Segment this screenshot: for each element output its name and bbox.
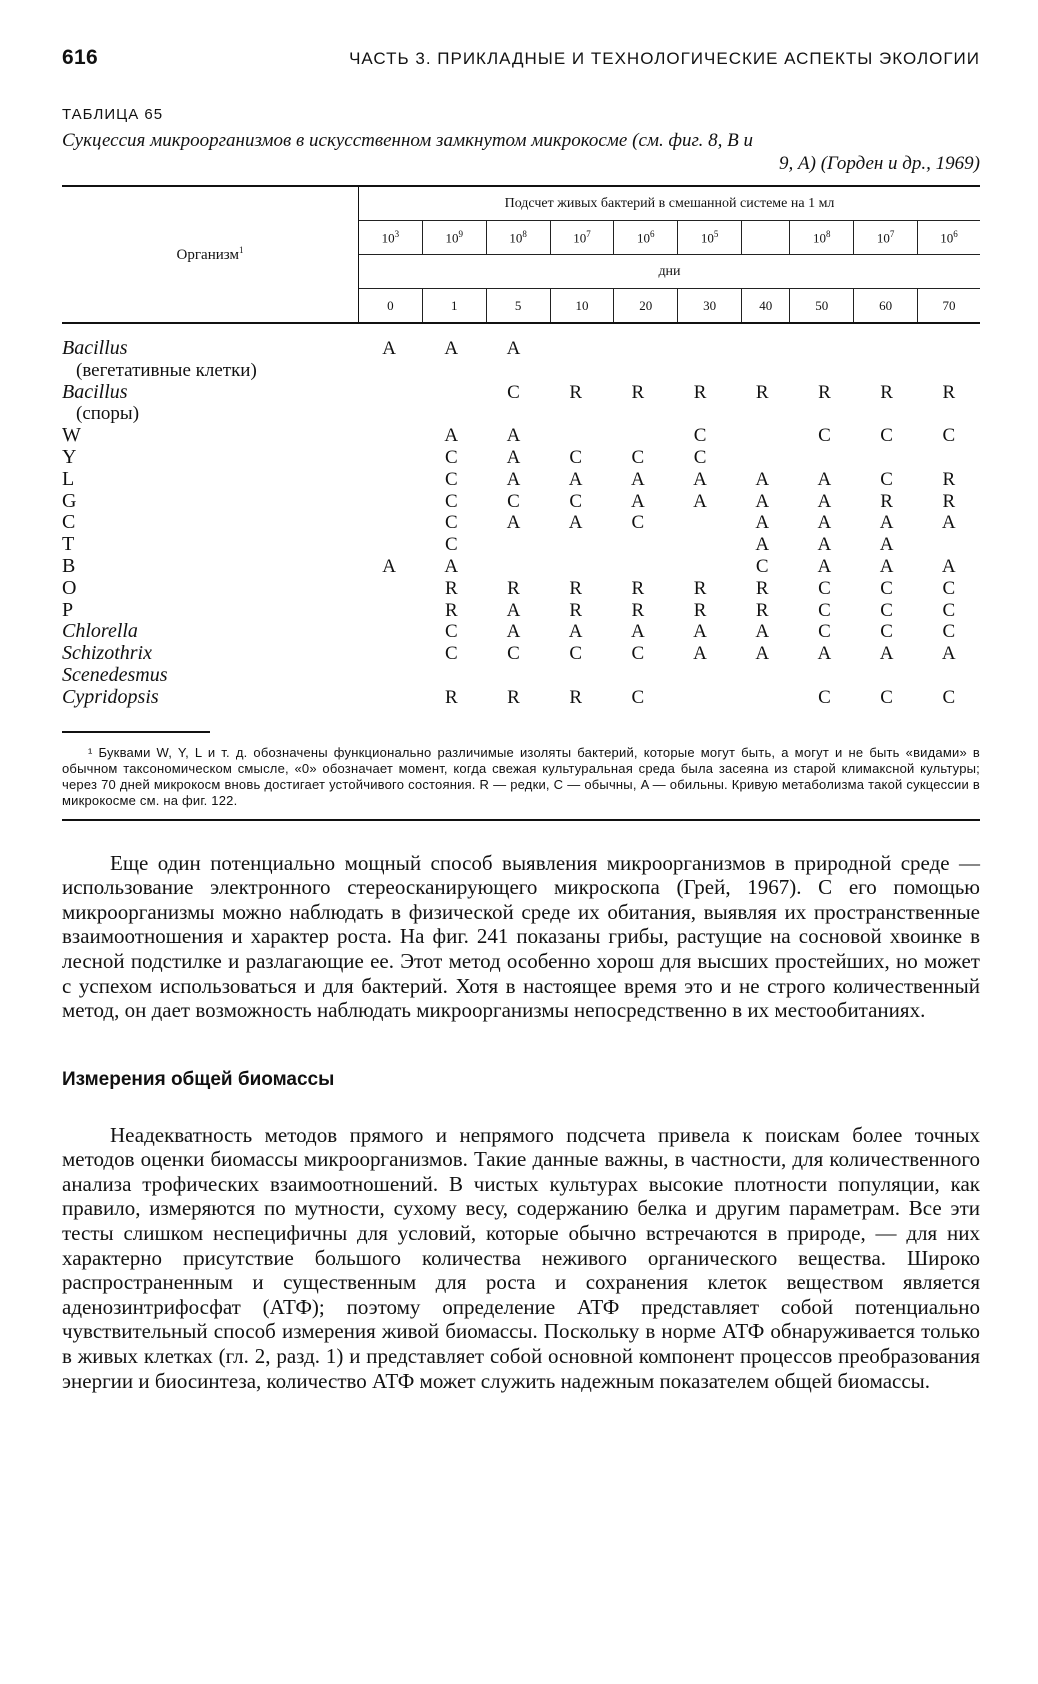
abundance-cell (918, 338, 980, 360)
abundance-cell (482, 556, 544, 578)
abundance-cell (735, 403, 796, 425)
abundance-cell (368, 360, 429, 382)
count-base: 10 (381, 230, 395, 246)
abundance-cell (358, 687, 420, 709)
count-exponent: 6 (953, 228, 958, 239)
abundance-cell: A (755, 534, 770, 556)
abundance-cell: R (755, 599, 769, 621)
abundance-cell (919, 403, 980, 425)
count-cell (614, 221, 678, 255)
abundance-cell: C (942, 599, 956, 621)
day-cell: 70 (918, 289, 980, 324)
abundance-cell (856, 447, 918, 469)
day-cell: 10 (550, 289, 614, 324)
running-title: ЧАСТЬ 3. ПРИКЛАДНЫЕ И ТЕХНОЛОГИЧЕСКИЕ АСПЕКТЫ ЭКОЛОГИИ (349, 49, 980, 68)
organism-name: L (62, 467, 75, 490)
table-row (62, 556, 980, 578)
abundance-cell (669, 687, 731, 709)
abundance-cell: A (879, 534, 894, 556)
abundance-cell: A (941, 643, 956, 665)
abundance-cell: A (879, 643, 894, 665)
organism-name: Bacillus (62, 337, 128, 359)
organism-name: Bacillus (62, 380, 128, 403)
abundance-cell: C (880, 425, 893, 447)
count-exponent: 3 (394, 228, 400, 239)
abundance-cell: C (507, 490, 520, 512)
abundance-cell: C (444, 468, 458, 490)
abundance-cell: R (507, 577, 520, 599)
table-row (62, 534, 980, 556)
count-cell (742, 221, 790, 255)
count-base: 10 (813, 230, 827, 246)
abundance-cell (358, 643, 420, 665)
abundance-cell (551, 403, 612, 425)
abundance-cell (669, 534, 731, 556)
abundance-cell (796, 403, 857, 425)
abundance-cell: A (568, 512, 583, 534)
abundance-cell: C (631, 643, 645, 665)
table-header (62, 185, 980, 324)
paragraph: Неадекватность методов прямого и непрямого подсчета привела к поискам более точных методов оценки биомассы микроорганизмов. Такие данные важны, в частности, для количественного анализа трофических взаимоотношений. В чистых культурах высокие плотности популяции, как правило, измеряются по мутности, сухому весу, содержанию белка и другим параметрам. Все эти тесты слишком неспецифичны для условий, которые обычно встречаются в природе, — для них характерно присутствие большого количества неживого органического вещества. Широко распространенным и существенным для роста и сохранения клеток веществом является аденозинтрифосфат (АТФ); поэтому определение АТФ представляет собой потенциально чувствительный способ измерения живой биомассы. Поскольку в норме АТФ обнаруживается только в живых клетках (гл. 2, разд. 1) и представляет собой основной компонент процессов преобразования энергии и биосинтеза, количество АТФ может служить надежным показателем общей биомассы. (62, 1122, 980, 1393)
abundance-cell: C (880, 686, 893, 708)
abundance-cell (358, 665, 420, 687)
abundance-cell: A (693, 490, 707, 512)
abundance-cell (358, 534, 420, 556)
abundance-cell: R (569, 381, 582, 403)
abundance-cell (669, 556, 731, 578)
footnote-marker: 1 (238, 245, 244, 255)
organism-name: Scenedesmus (62, 663, 168, 686)
table-row (62, 512, 980, 534)
abundance-cell (793, 665, 855, 687)
day-cell: 1 (422, 289, 486, 324)
count-base: 10 (876, 230, 890, 246)
abundance-cell: R (818, 381, 831, 403)
abundance-cell: C (631, 446, 645, 468)
abundance-cell: C (818, 577, 831, 599)
organism-name: B (62, 554, 76, 577)
abundance-cell: A (506, 338, 521, 359)
table-label: ТАБЛИЦА 65 (62, 106, 164, 123)
abundance-cell: C (444, 621, 458, 643)
abundance-cell: C (444, 643, 458, 665)
day-cell: 0 (359, 289, 423, 324)
count-base: 10 (700, 230, 714, 246)
organism-header-text: Организм (176, 247, 239, 263)
abundance-cell: C (631, 512, 645, 534)
abundance-cell (856, 338, 918, 360)
count-cell (918, 221, 980, 255)
abundance-cell: C (693, 446, 707, 468)
abundance-cell: C (942, 425, 956, 447)
abundance-cell (358, 512, 420, 534)
abundance-cell (358, 491, 420, 513)
abundance-cell: C (444, 534, 458, 556)
abundance-cell (429, 360, 490, 382)
abundance-cell: A (506, 425, 521, 447)
table-row (62, 382, 980, 404)
abundance-cell: C (818, 686, 831, 708)
abundance-cell: A (755, 643, 770, 665)
organism-name: Cypridopsis (62, 685, 159, 708)
count-cell (790, 221, 854, 255)
day-cell: 40 (742, 289, 790, 324)
abundance-cell: A (941, 512, 956, 534)
abundance-cell: A (693, 643, 707, 665)
abundance-cell: A (817, 555, 832, 577)
organism-name: (споры) (76, 403, 140, 425)
abundance-cell (856, 665, 918, 687)
abundance-cell (918, 665, 980, 687)
abundance-cell (793, 447, 855, 469)
count-header: Подсчет живых бактерий в смешанной системе на 1 мл (359, 186, 981, 221)
abundance-cell: A (630, 468, 645, 490)
abundance-cell (545, 338, 607, 360)
abundance-cell: C (569, 446, 582, 468)
abundance-cell (919, 360, 980, 382)
section-heading: Измерения общей биомассы (62, 1068, 335, 1090)
abundance-cell (607, 338, 669, 360)
table-row (62, 425, 980, 447)
count-cell (550, 221, 614, 255)
abundance-cell: C (818, 599, 831, 621)
abundance-cell (796, 360, 857, 382)
table-row (62, 665, 980, 687)
abundance-cell: A (817, 512, 832, 534)
organism-name: G (62, 489, 77, 512)
abundance-cell: C (942, 686, 956, 708)
abundance-cell (358, 425, 420, 447)
abundance-cell: C (444, 512, 458, 534)
abundance-cell (358, 447, 420, 469)
abundance-cell (490, 360, 551, 382)
abundance-cell (918, 534, 980, 556)
footnote-text: ¹ Буквами W, Y, L и т. д. обозначены функционально различимые изоляты бактерий, которые могут быть, а могут и не быть «видами» в обычном таксономическом смысле, «0» обозначает момент, когда свежая культуральная среда была засеяна из старой климаксной культуры; через 70 дней микрокосм вновь достигает устойчивого состояния. R — редки, C — обычны, A — обильны. Кривую метаболизма такой сукцессии в микрокосме см. на фиг. 122. (62, 744, 980, 808)
count-base: 10 (637, 230, 651, 246)
abundance-cell (674, 403, 735, 425)
abundance-cell: A (630, 621, 645, 643)
abundance-cell: A (444, 338, 459, 359)
count-exponent: 8 (522, 228, 527, 239)
abundance-cell (545, 665, 607, 687)
day-cell: 20 (614, 289, 678, 324)
abundance-cell: R (942, 468, 956, 490)
page-number: 616 (62, 46, 98, 69)
abundance-cell: R (693, 599, 707, 621)
abundance-cell: A (755, 468, 770, 490)
abundance-cell (358, 469, 420, 491)
table-body (62, 338, 980, 709)
abundance-cell: A (817, 643, 832, 665)
abundance-cell: R (631, 381, 645, 403)
abundance-cell: A (444, 555, 459, 577)
table-row (62, 687, 980, 709)
count-base: 10 (509, 230, 523, 246)
abundance-cell: C (631, 686, 645, 708)
abundance-cell: A (382, 555, 396, 577)
abundance-cell: C (569, 643, 582, 665)
abundance-cell (858, 403, 919, 425)
abundance-cell: A (506, 468, 521, 490)
abundance-cell (674, 360, 735, 382)
abundance-cell (669, 338, 731, 360)
abundance-cell: A (506, 512, 521, 534)
abundance-cell: C (693, 425, 707, 447)
abundance-cell (669, 512, 731, 534)
abundance-cell: A (506, 446, 521, 468)
abundance-cell (731, 447, 793, 469)
count-cell (422, 221, 486, 255)
abundance-cell (607, 534, 669, 556)
abundance-cell: C (942, 577, 956, 599)
abundance-cell: A (755, 621, 770, 643)
day-cell: 60 (854, 289, 918, 324)
abundance-cell: C (880, 621, 893, 643)
abundance-cell (731, 425, 793, 447)
abundance-cell: R (569, 577, 582, 599)
organism-name: O (62, 576, 77, 599)
abundance-cell (358, 600, 420, 622)
abundance-cell (607, 556, 669, 578)
abundance-cell (420, 665, 482, 687)
abundance-cell (731, 687, 793, 709)
table-caption (62, 129, 980, 175)
abundance-cell: R (693, 577, 707, 599)
abundance-cell (607, 665, 669, 687)
abundance-cell (545, 425, 607, 447)
abundance-cell: R (507, 686, 520, 708)
abundance-cell: A (755, 512, 770, 534)
abundance-cell: C (444, 490, 458, 512)
abundance-cell: C (880, 468, 893, 490)
abundance-cell: A (879, 512, 894, 534)
table-row (62, 338, 980, 360)
abundance-cell (490, 403, 551, 425)
count-exponent: 8 (826, 228, 831, 239)
abundance-cell: R (942, 490, 956, 512)
abundance-cell: R (444, 686, 458, 708)
book-page (62, 46, 980, 1393)
table-end-rule (62, 819, 980, 821)
table-row (62, 643, 980, 665)
abundance-cell: R (569, 599, 582, 621)
count-exponent: 7 (889, 228, 895, 239)
abundance-cell: R (880, 381, 893, 403)
table-row (62, 491, 980, 513)
day-cell: 30 (678, 289, 742, 324)
abundance-cell (607, 425, 669, 447)
abundance-cell: A (755, 490, 770, 512)
count-cell (359, 221, 423, 255)
abundance-cell: C (942, 621, 956, 643)
count-base: 10 (445, 230, 459, 246)
count-cell (678, 221, 742, 255)
days-header: дни (359, 255, 981, 289)
abundance-cell (358, 382, 420, 404)
abundance-cell (551, 360, 612, 382)
abundance-cell (793, 338, 855, 360)
organism-name: (вегетативные клетки) (76, 359, 257, 381)
abundance-cell (731, 665, 793, 687)
table-row (62, 621, 980, 643)
abundance-cell (358, 621, 420, 643)
abundance-cell (918, 447, 980, 469)
abundance-cell: R (569, 686, 582, 708)
table-row (62, 469, 980, 491)
organism-name: Schizothrix (62, 642, 152, 665)
abundance-cell: R (880, 490, 893, 512)
organism-name: Chlorella (62, 620, 138, 643)
count-base: 10 (940, 230, 954, 246)
abundance-cell (613, 360, 674, 382)
abundance-cell (545, 556, 607, 578)
abundance-cell: A (817, 468, 832, 490)
abundance-cell: R (444, 599, 458, 621)
abundance-cell: C (818, 621, 831, 643)
day-cell: 5 (486, 289, 550, 324)
organism-name: T (62, 533, 75, 556)
abundance-cell (731, 338, 793, 360)
abundance-cell: R (631, 577, 645, 599)
table-row (62, 447, 980, 469)
abundance-cell: R (631, 599, 645, 621)
table-caption-line2: 9, А) (Горден и др., 1969) (779, 153, 980, 174)
organism-name: C (62, 511, 76, 534)
running-head (62, 46, 980, 70)
abundance-cell: C (880, 599, 893, 621)
abundance-cell: R (755, 381, 769, 403)
table-caption-line1: Сукцессия микроорганизмов в искусственном замкнутом микрокосме (см. фиг. 8, В и (62, 130, 754, 151)
abundance-cell (613, 403, 674, 425)
abundance-cell (545, 534, 607, 556)
abundance-cell: C (818, 425, 831, 447)
abundance-cell: A (879, 555, 894, 577)
abundance-cell: A (693, 468, 707, 490)
count-exponent: 9 (458, 228, 464, 239)
footnote-rule (62, 731, 210, 733)
abundance-cell: R (755, 577, 769, 599)
count-base: 10 (573, 230, 587, 246)
count-exponent: 6 (650, 228, 655, 239)
abundance-cell (735, 360, 796, 382)
abundance-cell: A (817, 534, 832, 556)
table-row (62, 360, 980, 382)
table-row (62, 403, 980, 425)
abundance-cell (482, 665, 544, 687)
abundance-cell: A (568, 468, 583, 490)
abundance-cell (358, 578, 420, 600)
organism-name: Y (62, 445, 77, 468)
abundance-cell: A (817, 490, 832, 512)
abundance-cell: A (568, 621, 583, 643)
abundance-cell: R (693, 381, 707, 403)
abundance-cell: A (693, 621, 707, 643)
abundance-cell (420, 382, 482, 404)
day-cell: 50 (790, 289, 854, 324)
abundance-cell (669, 665, 731, 687)
abundance-cell: A (941, 555, 956, 577)
table-row (62, 600, 980, 622)
abundance-cell: C (755, 555, 769, 577)
abundance-cell: R (444, 577, 458, 599)
abundance-cell (368, 403, 429, 425)
abundance-cell: A (382, 338, 396, 359)
count-cell (486, 221, 550, 255)
table-footnote (62, 745, 980, 809)
abundance-cell (429, 403, 490, 425)
count-exponent: 7 (586, 228, 591, 239)
abundance-cell (482, 534, 544, 556)
organism-name: W (62, 424, 81, 447)
table-row (62, 578, 980, 600)
abundance-cell (858, 360, 919, 382)
abundance-cell: C (507, 643, 520, 665)
paragraph: Еще один потенциально мощный способ выявления микроорганизмов в природной среде — использование электронного стереосканирующего микроскопа (Грей, 1967). С его помощью микроорганизмы можно наблюдать в физической среде их обитания, выявляя их пространственные взаимоотношения и характер роста. На фиг. 241 показаны грибы, растущие на сосновой хвоинке в лесной подстилке и разлагающие ее. Этот метод особенно хорош для высших простейших, но может с успехом использоваться и для бактерий. Хотя в настоящее время это и не строго количественный метод, он дает возможность наблюдать микроорганизмы непосредственно в их местообитаниях. (62, 850, 980, 1023)
count-exponent: 5 (713, 228, 719, 239)
abundance-cell: A (630, 490, 645, 512)
abundance-cell: A (506, 599, 521, 621)
abundance-cell: C (569, 490, 582, 512)
abundance-cell: C (444, 446, 458, 468)
organism-column-header (62, 186, 359, 323)
abundance-cell: A (506, 621, 521, 643)
count-cell (854, 221, 918, 255)
abundance-cell: C (507, 381, 520, 403)
abundance-cell: R (942, 381, 956, 403)
organism-name: P (62, 598, 74, 621)
abundance-cell: C (880, 577, 893, 599)
abundance-cell: A (444, 425, 459, 447)
